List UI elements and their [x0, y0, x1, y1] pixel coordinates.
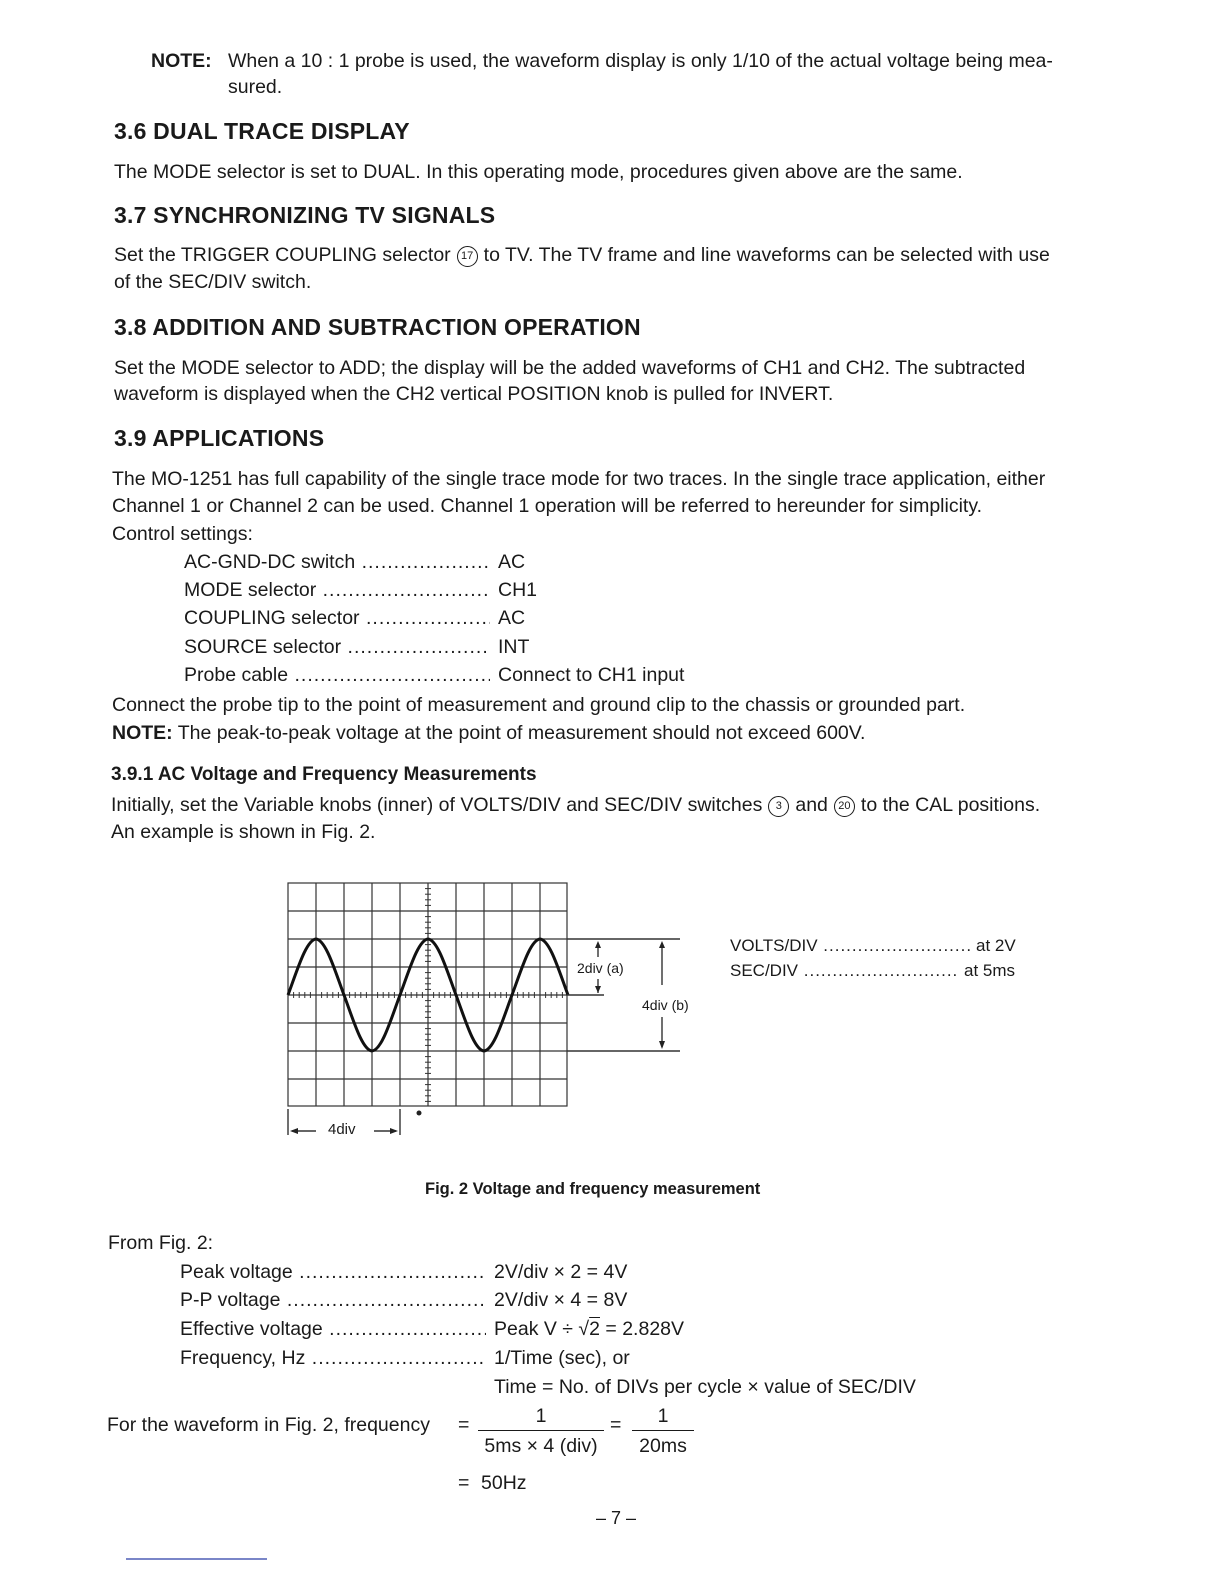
setting-value: INT: [498, 636, 530, 658]
calc-row: [180, 1345, 630, 1372]
section-3-7-line2: of the SEC/DIV switch.: [114, 271, 312, 293]
graticule-tick-marks: [288, 883, 562, 1101]
note-top: [151, 48, 212, 75]
note-top-line1: When a 10 : 1 probe is used, the waveform display is only 1/10 of the actual voltage being mea-: [228, 50, 1053, 72]
figure-setting-value: at 2V: [976, 936, 1016, 955]
calc-value: 1/Time (sec), or: [494, 1347, 630, 1369]
setting-label: COUPLING selector .....: [184, 605, 490, 632]
section-3-6-text: The MODE selector is set to DUAL. In this operating mode, procedures given above are the same.: [114, 161, 963, 183]
fraction-2-denominator: 20ms: [639, 1435, 687, 1457]
setting-row: [184, 605, 525, 632]
setting-label: Probe cable .....: [184, 662, 490, 689]
setting-value: CH1: [498, 579, 538, 601]
note-label: NOTE:: [112, 722, 173, 744]
section-3-7-heading: 3.7 SYNCHRONIZING TV SIGNALS: [114, 202, 496, 228]
calc-value: [494, 1316, 684, 1343]
section-3-7-line1: [114, 242, 1050, 269]
section-3-9-line1: The MO-1251 has full capability of the single trace mode for two traces. In the single trace application, either: [112, 468, 1046, 490]
sqrt-operand: 2: [589, 1318, 600, 1340]
calc-label: Frequency, Hz .....: [180, 1345, 486, 1372]
callout-3-icon: 3: [768, 796, 789, 817]
note-voltage: [112, 720, 865, 747]
calc-label: Effective voltage .....: [180, 1316, 486, 1343]
calc-value-b: = 2.828V: [599, 1318, 685, 1340]
setting-row: [184, 634, 529, 661]
page-number: – 7 –: [596, 1508, 637, 1528]
equals-sign: =: [458, 1414, 470, 1436]
note-text: The peak-to-peak voltage at the point of measurement should not exceed 600V.: [177, 722, 866, 744]
s37-text-a: Set the TRIGGER COUPLING selector: [114, 244, 451, 266]
frequency-label: For the waveform in Fig. 2, frequency: [107, 1414, 430, 1436]
section-3-9-line2: Channel 1 or Channel 2 can be used. Channel 1 operation will be referred to hereunder for simplicity.: [112, 495, 983, 517]
result-equals: =: [458, 1472, 470, 1494]
callout-20-icon: 20: [834, 796, 855, 817]
setting-row: [184, 662, 684, 689]
setting-label: MODE selector .....: [184, 577, 490, 604]
figure-setting-label: SEC/DIV .....: [730, 959, 958, 983]
equals-sign: =: [610, 1414, 622, 1436]
label-2div-a: 2div (a): [577, 960, 624, 976]
s37-text-b: to TV. The TV frame and line waveforms can be selected with use: [483, 244, 1050, 266]
time-definition: Time = No. of DIVs per cycle × value of SEC/DIV: [494, 1376, 916, 1398]
setting-label: SOURCE selector .....: [184, 634, 490, 661]
fraction-2-numerator: 1: [632, 1403, 694, 1431]
figure-setting-row: [730, 934, 1016, 958]
label-4div-b: 4div (b): [642, 997, 689, 1013]
setting-row: [184, 549, 525, 576]
s391-text-b: to the CAL positions.: [860, 794, 1041, 816]
figure-caption: Fig. 2 Voltage and frequency measurement: [425, 1180, 761, 1198]
figure-setting-row: [730, 959, 1015, 983]
calc-value: 2V/div × 4 = 8V: [494, 1289, 628, 1311]
figure-setting-label: VOLTS/DIV .....: [730, 934, 970, 958]
label-4div: 4div: [328, 1121, 356, 1138]
figure-setting-value: at 5ms: [964, 961, 1016, 980]
calc-intro: From Fig. 2:: [108, 1232, 214, 1254]
section-3-6-heading: 3.6 DUAL TRACE DISPLAY: [114, 118, 410, 144]
setting-value: AC: [498, 607, 526, 629]
calc-row: [180, 1316, 684, 1343]
setting-value: AC: [498, 551, 526, 573]
fraction-1-denominator: 5ms × 4 (div): [484, 1435, 598, 1457]
note-top-line2: sured.: [228, 76, 283, 98]
section-3-9-1-line1: [111, 792, 1040, 819]
section-3-9-1-line2: An example is shown in Fig. 2.: [111, 821, 376, 843]
setting-label: AC-GND-DC switch .....: [184, 549, 490, 576]
calc-value: 2V/div × 2 = 4V: [494, 1261, 628, 1283]
calc-label: P-P voltage .....: [180, 1287, 486, 1314]
frequency-result: 50Hz: [481, 1472, 527, 1494]
calc-row: [180, 1287, 627, 1314]
callout-17-icon: 17: [457, 246, 478, 267]
marker-dot: [417, 1111, 422, 1116]
fraction-1: [478, 1403, 604, 1459]
control-settings-title: Control settings:: [112, 523, 253, 545]
section-3-8-heading: 3.8 ADDITION AND SUBTRACTION OPERATION: [114, 314, 641, 340]
fraction-1-numerator: 1: [478, 1403, 604, 1431]
connect-text: Connect the probe tip to the point of measurement and ground clip to the chassis or grounded part.: [112, 694, 966, 716]
setting-row: [184, 577, 537, 604]
section-3-8-line1: Set the MODE selector to ADD; the display will be the added waveforms of CH1 and CH2. The subtracted: [114, 357, 1026, 379]
note-label: NOTE:: [151, 50, 212, 72]
s391-text-mid: and: [795, 794, 828, 816]
calc-row: [180, 1259, 627, 1286]
calc-value-a: Peak V ÷ √: [494, 1318, 590, 1340]
section-3-9-1-heading: 3.9.1 AC Voltage and Frequency Measurements: [111, 764, 537, 785]
footer-rule: [126, 1558, 267, 1560]
fraction-2: [632, 1403, 694, 1459]
section-3-9-heading: 3.9 APPLICATIONS: [114, 425, 325, 451]
setting-value: Connect to CH1 input: [498, 664, 685, 686]
s391-text-a: Initially, set the Variable knobs (inner) of VOLTS/DIV and SEC/DIV switches: [111, 794, 763, 816]
calc-label: Peak voltage .....: [180, 1259, 486, 1286]
section-3-8-line2: waveform is displayed when the CH2 vertical POSITION knob is pulled for INVERT.: [114, 383, 834, 405]
